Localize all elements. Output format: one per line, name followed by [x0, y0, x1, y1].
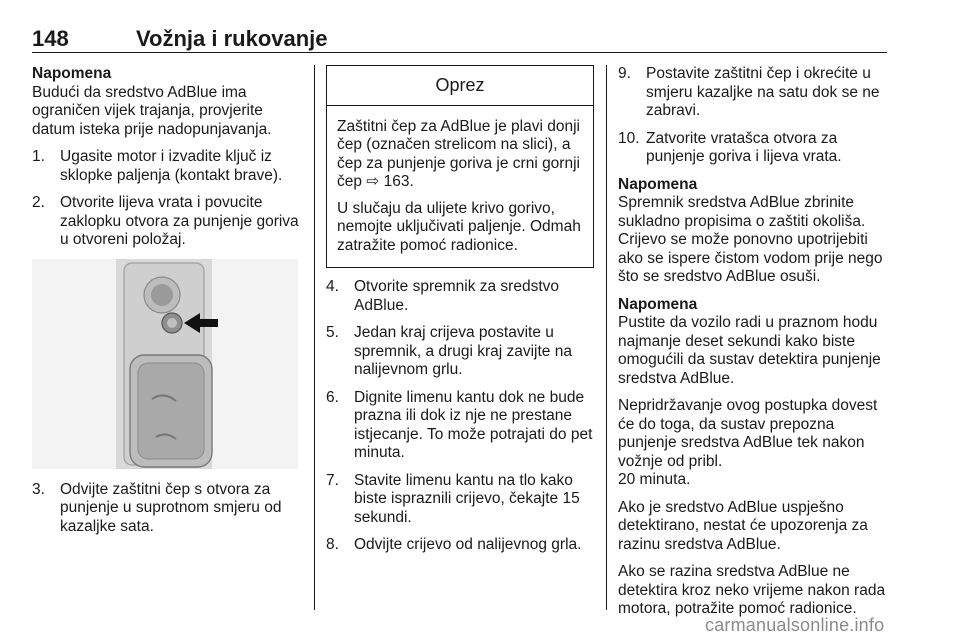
caution-text: U slučaju da ulijete krivo gorivo, nemojte uključivati paljenje. Odmah zatražite pomoć radionice.: [337, 199, 581, 254]
step-number: 4.: [326, 278, 339, 295]
caution-box: [326, 65, 594, 268]
fuel-filler-illustration: [32, 259, 298, 469]
step-item: [618, 65, 890, 121]
column-middle: [326, 65, 594, 564]
column-divider-left: [314, 65, 315, 610]
step-number: 10.: [618, 129, 640, 147]
step-number: 3.: [32, 480, 45, 498]
body-paragraph: Ako se razina sredstva AdBlue ne detektira kroz neko vrijeme nakon rada motora, potražite pomoć radionice.: [618, 563, 886, 617]
body-paragraph: [618, 397, 890, 490]
step-item: [32, 194, 302, 250]
step-number: 9.: [618, 65, 631, 82]
step-item: [32, 148, 302, 185]
step-text: Otvorite spremnik za sredstvo AdBlue.: [354, 278, 560, 314]
page-header: [32, 26, 928, 54]
header-divider: [32, 52, 887, 53]
step-number: 5.: [326, 324, 339, 341]
step-item: [326, 536, 594, 555]
step-text: Zatvorite vratašca otvora za punjenje goriva i lijeva vrata.: [646, 129, 842, 165]
step-item: [618, 130, 890, 167]
step-text: Stavite limenu kantu na tlo kako biste ispraznili crijevo, čekajte 15 sekundi.: [354, 471, 580, 526]
step-text: Dignite limenu kantu dok ne bude prazna ili dok iz nje ne prestane istjecanje. To može potrajati do pet minuta.: [354, 388, 593, 461]
note-text: Spremnik sredstva AdBlue zbrinite sukladno propisima o zaštiti okoliša. Crijevo se može ponovno upotrijebiti ako se ispere čistom vodom prije nego što se sredstvo AdBlue osuši.: [618, 194, 883, 285]
step-item: [326, 278, 594, 315]
caution-body: [327, 106, 593, 268]
column-right: [618, 65, 890, 628]
note-text: Pustite da vozilo radi u praznom hodu najmanje deset sekundi kako biste omogućili da sustav detektira punjenje sredstva AdBlue.: [618, 314, 881, 387]
step-number: 6.: [326, 388, 339, 406]
chapter-title: Vožnja i rukovanje: [136, 26, 328, 51]
column-divider-right: [606, 65, 607, 610]
column-left: [32, 65, 302, 545]
step-item: [326, 472, 594, 528]
body-paragraph: Ako je sredstvo AdBlue uspješno detektirano, nestat će upozorenja za razinu sredstva AdBlue.: [618, 498, 868, 553]
step-item: [326, 389, 594, 463]
body-text: 20 minuta.: [618, 471, 691, 488]
step-item: [326, 324, 594, 380]
note-title: Napomena: [618, 295, 698, 313]
step-text: Ugasite motor i izvadite ključ iz sklopke paljenja (kontakt brave).: [60, 148, 283, 184]
step-text: Odvijte crijevo od nalijevnog grla.: [354, 536, 582, 553]
caution-title: Oprez: [327, 66, 593, 106]
note-text: Budući da sredstvo AdBlue ima ograničen vijek trajanja, provjerite datum isteka prije nadopunjavanja.: [32, 83, 272, 138]
filler-flap-drawing: [32, 259, 298, 469]
step-text: Postavite zaštitni čep i okrećite u smjeru kazaljke na satu dok se ne zabravi.: [646, 65, 880, 119]
note-title: Napomena: [32, 65, 112, 82]
step-number: 1.: [32, 148, 45, 165]
step-number: 2.: [32, 194, 45, 211]
caution-text: Zaštitni čep za AdBlue je plavi donji čep (označen strelicom na slici), a čep za punjenje goriva je crni gornji čep ⇨ 163.: [337, 117, 580, 190]
step-number: 7.: [326, 471, 339, 489]
page-number: 148: [32, 26, 69, 51]
step-text: Jedan kraj crijeva postavite u spremnik, a drugi kraj zavijte na nalijevnom grlu.: [354, 324, 572, 378]
step-number: 8.: [326, 536, 339, 553]
body-text: Nepridržavanje ovog postupka dovest će do toga, da sustav prepozna punjenje sredstva AdBlue tek nakon vožnje od pribl.: [618, 397, 878, 470]
step-text: Otvorite lijeva vrata i povucite zaklopku otvora za punjenje goriva u otvoreni položaj.: [60, 194, 299, 248]
note-title: Napomena: [618, 175, 698, 193]
watermark: carmanualsonline.info: [705, 615, 885, 635]
step-text: Odvijte zaštitni čep s otvora za punjenje u suprotnom smjeru od kazaljke sata.: [60, 480, 282, 535]
step-item: [32, 481, 302, 537]
